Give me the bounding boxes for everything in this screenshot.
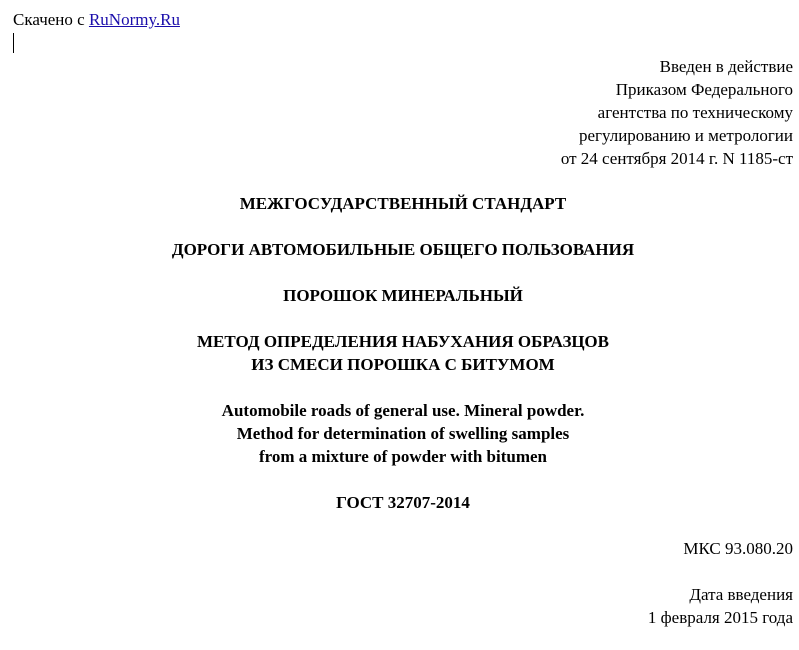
standard-type-heading [0, 192, 799, 215]
introduction-label: Дата введения [689, 585, 793, 604]
group-text: ДОРОГИ АВТОМОБИЛЬНЫЕ ОБЩЕГО ПОЛЬЗОВАНИЯ [171, 240, 635, 259]
method-line: МЕТОД ОПРЕДЕЛЕНИЯ НАБУХАНИЯ ОБРАЗЦОВ [197, 332, 609, 351]
enactment-line: агентства по техническому [597, 103, 793, 122]
text-caret [13, 33, 14, 53]
introduction-date: 1 февраля 2015 года [647, 608, 793, 627]
enactment-line: Введен в действие [659, 57, 793, 76]
english-title-line: Method for determination of swelling samples [236, 424, 570, 443]
gost-number-text: ГОСТ 32707-2014 [336, 493, 470, 512]
enactment-line: регулированию и метрологии [578, 126, 793, 145]
introduction-date-block [648, 583, 793, 629]
english-title [0, 399, 799, 468]
source-line [13, 9, 180, 31]
source-link[interactable]: RuNormy.Ru [88, 10, 180, 29]
enactment-block [561, 55, 793, 170]
standard-type-text: МЕЖГОСУДАРСТВЕННЫЙ СТАНДАРТ [239, 194, 567, 213]
english-title-line: from a mixture of powder with bitumen [258, 447, 548, 466]
subject-text: ПОРОШОК МИНЕРАЛЬНЫЙ [283, 286, 523, 305]
method-line: ИЗ СМЕСИ ПОРОШКА С БИТУМОМ [251, 355, 555, 374]
enactment-line: от 24 сентября 2014 г. N 1185-ст [560, 149, 793, 168]
subject-heading [0, 284, 799, 307]
group-heading [0, 238, 799, 261]
method-heading [0, 330, 799, 376]
gost-number [0, 491, 799, 514]
source-prefix: Скачено с [13, 10, 89, 29]
english-title-line: Automobile roads of general use. Mineral powder. [221, 401, 585, 420]
enactment-line: Приказом Федерального [615, 80, 793, 99]
mks-code: МКС 93.080.20 [683, 539, 793, 558]
